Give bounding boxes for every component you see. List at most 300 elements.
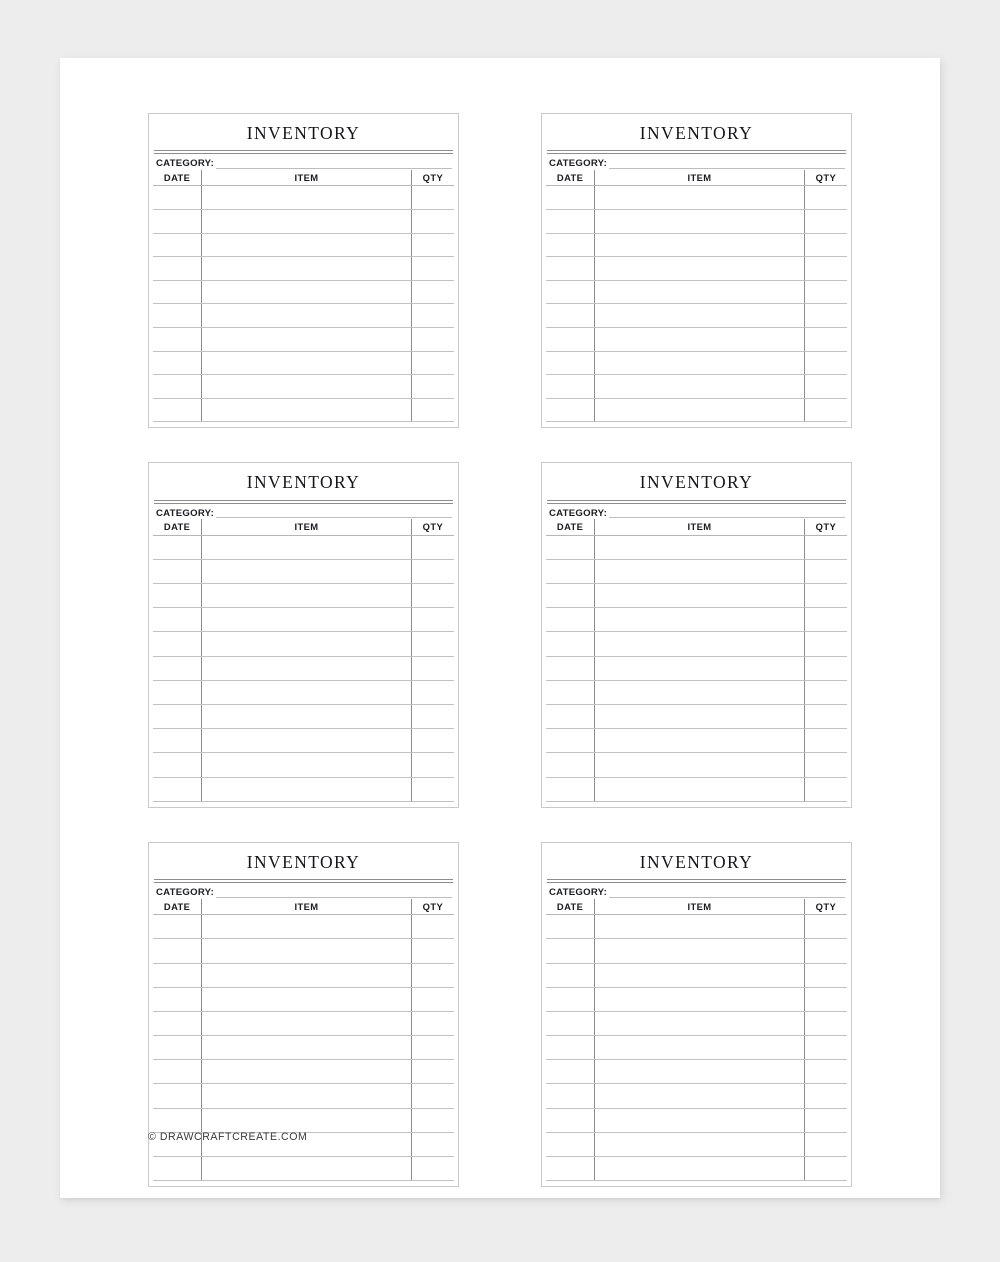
column-header-qty: QTY (804, 170, 847, 186)
cell-item[interactable] (202, 939, 412, 963)
cell-qty[interactable] (804, 559, 847, 583)
cell-item[interactable] (202, 186, 412, 210)
category-label: CATEGORY: (549, 158, 608, 170)
column-header-date: DATE (153, 170, 202, 186)
table-row (153, 680, 454, 704)
table-row (153, 777, 454, 801)
cell-item[interactable] (595, 963, 805, 987)
cell-date[interactable] (153, 1011, 202, 1035)
cell-date[interactable] (153, 608, 202, 632)
table-header-row (546, 170, 847, 186)
table-row (546, 280, 847, 304)
cell-item[interactable] (595, 705, 805, 729)
table-row (153, 656, 454, 680)
cell-qty[interactable] (804, 304, 847, 328)
cell-qty[interactable] (804, 535, 847, 559)
cell-item[interactable] (595, 351, 805, 375)
table-row (153, 257, 454, 281)
cell-qty[interactable] (804, 398, 847, 422)
cell-qty[interactable] (804, 327, 847, 351)
cell-item[interactable] (595, 304, 805, 328)
category-line (546, 504, 847, 520)
table-row (546, 535, 847, 559)
table-header-row (153, 899, 454, 915)
cell-qty[interactable] (804, 939, 847, 963)
table-row (153, 1084, 454, 1108)
inventory-table (153, 170, 454, 422)
cell-item[interactable] (595, 209, 805, 233)
table-row (546, 233, 847, 257)
table-row (153, 584, 454, 608)
cell-date[interactable] (546, 729, 595, 753)
cell-item[interactable] (202, 753, 412, 777)
cell-item[interactable] (202, 963, 412, 987)
cell-item[interactable] (595, 656, 805, 680)
table-row (546, 656, 847, 680)
cell-qty[interactable] (411, 559, 454, 583)
table-row (546, 375, 847, 399)
inventory-card-2 (541, 113, 852, 428)
cell-item[interactable] (202, 280, 412, 304)
cell-date[interactable] (546, 987, 595, 1011)
cell-date[interactable] (546, 186, 595, 210)
cell-qty[interactable] (804, 1084, 847, 1108)
cell-qty[interactable] (804, 680, 847, 704)
cell-qty[interactable] (411, 398, 454, 422)
table-row (546, 584, 847, 608)
column-header-date: DATE (546, 899, 595, 915)
cell-qty[interactable] (804, 705, 847, 729)
column-header-item: ITEM (595, 899, 805, 915)
table-row (546, 987, 847, 1011)
cell-date[interactable] (546, 535, 595, 559)
cell-date[interactable] (153, 753, 202, 777)
cell-item[interactable] (202, 304, 412, 328)
cell-item[interactable] (595, 327, 805, 351)
table-row (153, 209, 454, 233)
table-row (153, 632, 454, 656)
cell-qty[interactable] (411, 280, 454, 304)
category-line (546, 154, 847, 170)
inventory-cards-grid (148, 113, 852, 1187)
cell-qty[interactable] (411, 209, 454, 233)
cell-item[interactable] (595, 1157, 805, 1181)
cell-qty[interactable] (804, 1036, 847, 1060)
cell-date[interactable] (153, 351, 202, 375)
cell-date[interactable] (546, 1157, 595, 1181)
cell-qty[interactable] (804, 233, 847, 257)
cell-qty[interactable] (804, 209, 847, 233)
cell-date[interactable] (546, 608, 595, 632)
table-row (153, 186, 454, 210)
cell-qty[interactable] (804, 584, 847, 608)
column-header-item: ITEM (595, 519, 805, 535)
cell-date[interactable] (153, 304, 202, 328)
cell-item[interactable] (595, 186, 805, 210)
card-title: INVENTORY (639, 472, 754, 493)
cell-item[interactable] (202, 705, 412, 729)
cell-qty[interactable] (411, 608, 454, 632)
cell-item[interactable] (202, 729, 412, 753)
cell-qty[interactable] (411, 1011, 454, 1035)
cell-date[interactable] (546, 915, 595, 939)
cell-item[interactable] (595, 987, 805, 1011)
column-header-date: DATE (546, 170, 595, 186)
cell-date[interactable] (546, 209, 595, 233)
cell-item[interactable] (595, 375, 805, 399)
cell-qty[interactable] (804, 632, 847, 656)
table-row (153, 327, 454, 351)
copyright-footer: © DRAWCRAFTCREATE.COM (148, 1131, 308, 1143)
column-header-qty: QTY (411, 170, 454, 186)
cell-item[interactable] (595, 559, 805, 583)
cell-date[interactable] (546, 327, 595, 351)
table-row (153, 987, 454, 1011)
table-row (546, 632, 847, 656)
cell-item[interactable] (595, 608, 805, 632)
inventory-card-1 (148, 113, 459, 428)
cell-qty[interactable] (804, 351, 847, 375)
table-row (153, 729, 454, 753)
cell-date[interactable] (546, 304, 595, 328)
inventory-table (153, 519, 454, 801)
cell-item[interactable] (595, 939, 805, 963)
cell-date[interactable] (153, 186, 202, 210)
cell-qty[interactable] (411, 584, 454, 608)
cell-qty[interactable] (411, 987, 454, 1011)
category-input[interactable] (609, 889, 845, 898)
table-row (546, 608, 847, 632)
cell-date[interactable] (153, 559, 202, 583)
cell-item[interactable] (595, 535, 805, 559)
cell-date[interactable] (546, 1108, 595, 1132)
table-row (546, 1011, 847, 1035)
cell-qty[interactable] (804, 608, 847, 632)
cell-date[interactable] (546, 705, 595, 729)
category-input[interactable] (216, 160, 452, 169)
cell-qty[interactable] (804, 915, 847, 939)
cell-qty[interactable] (804, 280, 847, 304)
card-row-top (148, 113, 852, 428)
cell-item[interactable] (595, 1036, 805, 1060)
cell-date[interactable] (153, 280, 202, 304)
table-row (153, 608, 454, 632)
table-row (546, 963, 847, 987)
table-row (153, 1011, 454, 1035)
cell-date[interactable] (546, 351, 595, 375)
table-row (153, 705, 454, 729)
card-title: INVENTORY (246, 851, 361, 872)
cell-item[interactable] (595, 1108, 805, 1132)
inventory-card-3 (148, 462, 459, 807)
cell-item[interactable] (595, 1011, 805, 1035)
table-row (546, 777, 847, 801)
inventory-table (546, 519, 847, 801)
cell-qty[interactable] (411, 535, 454, 559)
cell-qty[interactable] (804, 963, 847, 987)
cell-qty[interactable] (411, 1108, 454, 1132)
cell-date[interactable] (546, 753, 595, 777)
table-row (153, 939, 454, 963)
table-row (546, 915, 847, 939)
column-header-item: ITEM (202, 899, 412, 915)
cell-qty[interactable] (411, 257, 454, 281)
cell-item[interactable] (202, 209, 412, 233)
table-row (153, 304, 454, 328)
cell-date[interactable] (546, 1011, 595, 1035)
cell-date[interactable] (546, 939, 595, 963)
cell-date[interactable] (153, 375, 202, 399)
cell-qty[interactable] (804, 257, 847, 281)
cell-date[interactable] (153, 1108, 202, 1132)
category-input[interactable] (609, 160, 845, 169)
inventory-table (546, 899, 847, 1181)
cell-date[interactable] (153, 1060, 202, 1084)
cell-date[interactable] (546, 680, 595, 704)
cell-qty[interactable] (411, 915, 454, 939)
cell-qty[interactable] (411, 1036, 454, 1060)
table-header-row (546, 899, 847, 915)
column-header-qty: QTY (804, 519, 847, 535)
cell-item[interactable] (595, 280, 805, 304)
inventory-card-6 (541, 842, 852, 1187)
cell-item[interactable] (595, 680, 805, 704)
table-header-row (153, 519, 454, 535)
cell-item[interactable] (202, 1011, 412, 1035)
cell-qty[interactable] (411, 304, 454, 328)
cell-date[interactable] (153, 939, 202, 963)
table-row (153, 535, 454, 559)
cell-date[interactable] (153, 1036, 202, 1060)
cell-item[interactable] (202, 559, 412, 583)
cell-date[interactable] (153, 398, 202, 422)
card-title: INVENTORY (639, 851, 754, 872)
cell-date[interactable] (546, 375, 595, 399)
table-row (153, 559, 454, 583)
printable-sheet (60, 58, 940, 1198)
cell-item[interactable] (202, 1060, 412, 1084)
table-row (546, 1060, 847, 1084)
table-row (546, 1108, 847, 1132)
cell-item[interactable] (202, 1157, 412, 1181)
card-title: INVENTORY (246, 123, 361, 143)
cell-item[interactable] (595, 257, 805, 281)
cell-item[interactable] (595, 915, 805, 939)
cell-item[interactable] (202, 351, 412, 375)
cell-date[interactable] (546, 1060, 595, 1084)
cell-item[interactable] (202, 1036, 412, 1060)
cell-date[interactable] (153, 632, 202, 656)
table-row (546, 304, 847, 328)
cell-qty[interactable] (411, 1132, 454, 1156)
table-row (153, 915, 454, 939)
cell-date[interactable] (153, 209, 202, 233)
cell-qty[interactable] (411, 375, 454, 399)
cell-qty[interactable] (411, 233, 454, 257)
cell-item[interactable] (202, 608, 412, 632)
cell-item[interactable] (595, 753, 805, 777)
category-line (546, 883, 847, 899)
table-row (153, 1036, 454, 1060)
cell-item[interactable] (595, 1132, 805, 1156)
category-line (153, 154, 454, 170)
cell-date[interactable] (546, 777, 595, 801)
cell-qty[interactable] (804, 1060, 847, 1084)
table-row (546, 186, 847, 210)
cell-date[interactable] (546, 398, 595, 422)
cell-qty[interactable] (804, 186, 847, 210)
cell-date[interactable] (153, 535, 202, 559)
table-row (546, 705, 847, 729)
category-input[interactable] (216, 889, 452, 898)
cell-qty[interactable] (804, 1011, 847, 1035)
cell-item[interactable] (595, 1060, 805, 1084)
table-row (153, 280, 454, 304)
table-row (546, 327, 847, 351)
inventory-table (546, 170, 847, 422)
cell-date[interactable] (546, 559, 595, 583)
cell-date[interactable] (546, 632, 595, 656)
cell-item[interactable] (202, 777, 412, 801)
cell-qty[interactable] (804, 1157, 847, 1181)
cell-date[interactable] (546, 656, 595, 680)
column-header-qty: QTY (411, 519, 454, 535)
cell-item[interactable] (202, 987, 412, 1011)
table-row (546, 559, 847, 583)
category-label: CATEGORY: (156, 158, 215, 170)
cell-date[interactable] (153, 963, 202, 987)
cell-date[interactable] (546, 257, 595, 281)
cell-qty[interactable] (411, 963, 454, 987)
cell-qty[interactable] (411, 656, 454, 680)
cell-qty[interactable] (411, 1084, 454, 1108)
cell-date[interactable] (153, 1157, 202, 1181)
cell-item[interactable] (595, 632, 805, 656)
cell-item[interactable] (595, 584, 805, 608)
cell-qty[interactable] (804, 753, 847, 777)
cell-qty[interactable] (804, 777, 847, 801)
table-row (153, 1108, 454, 1132)
cell-date[interactable] (546, 233, 595, 257)
cell-item[interactable] (202, 680, 412, 704)
cell-date[interactable] (153, 777, 202, 801)
category-input[interactable] (216, 509, 452, 518)
cell-qty[interactable] (411, 705, 454, 729)
cell-item[interactable] (202, 656, 412, 680)
table-row (153, 375, 454, 399)
cell-qty[interactable] (411, 939, 454, 963)
cell-item[interactable] (202, 915, 412, 939)
cell-date[interactable] (153, 915, 202, 939)
cell-item[interactable] (595, 398, 805, 422)
cell-item[interactable] (595, 777, 805, 801)
cell-qty[interactable] (411, 777, 454, 801)
category-label: CATEGORY: (549, 887, 608, 899)
cell-date[interactable] (153, 233, 202, 257)
cell-item[interactable] (595, 233, 805, 257)
cell-date[interactable] (153, 1084, 202, 1108)
cell-item[interactable] (202, 632, 412, 656)
cell-qty[interactable] (804, 1108, 847, 1132)
cell-date[interactable] (546, 1036, 595, 1060)
cell-date[interactable] (546, 280, 595, 304)
column-header-qty: QTY (804, 899, 847, 915)
cell-qty[interactable] (804, 375, 847, 399)
cell-date[interactable] (153, 584, 202, 608)
table-row (546, 209, 847, 233)
table-row (153, 233, 454, 257)
table-row (153, 351, 454, 375)
inventory-card-4 (541, 462, 852, 807)
cell-date[interactable] (546, 963, 595, 987)
table-row (546, 729, 847, 753)
cell-date[interactable] (153, 729, 202, 753)
cell-qty[interactable] (411, 186, 454, 210)
cell-item[interactable] (202, 233, 412, 257)
table-row (546, 753, 847, 777)
table-header-row (153, 170, 454, 186)
column-header-date: DATE (153, 519, 202, 535)
cell-qty[interactable] (411, 1060, 454, 1084)
cell-qty[interactable] (411, 729, 454, 753)
cell-qty[interactable] (804, 656, 847, 680)
column-header-date: DATE (153, 899, 202, 915)
cell-item[interactable] (202, 1108, 412, 1132)
cell-qty[interactable] (804, 1132, 847, 1156)
cell-item[interactable] (595, 1084, 805, 1108)
card-row-middle (148, 462, 852, 807)
cell-qty[interactable] (411, 1157, 454, 1181)
cell-item[interactable] (202, 535, 412, 559)
cell-date[interactable] (153, 257, 202, 281)
column-header-item: ITEM (595, 170, 805, 186)
cell-item[interactable] (595, 729, 805, 753)
category-label: CATEGORY: (156, 887, 215, 899)
cell-qty[interactable] (411, 351, 454, 375)
cell-date[interactable] (153, 680, 202, 704)
cell-qty[interactable] (804, 987, 847, 1011)
table-row (546, 398, 847, 422)
cell-item[interactable] (202, 584, 412, 608)
cell-item[interactable] (202, 375, 412, 399)
cell-date[interactable] (546, 1084, 595, 1108)
cell-date[interactable] (546, 584, 595, 608)
column-header-item: ITEM (202, 170, 412, 186)
cell-item[interactable] (202, 257, 412, 281)
table-row (153, 398, 454, 422)
column-header-item: ITEM (202, 519, 412, 535)
category-input[interactable] (609, 509, 845, 518)
cell-qty[interactable] (411, 753, 454, 777)
cell-date[interactable] (153, 987, 202, 1011)
cell-date[interactable] (153, 656, 202, 680)
cell-date[interactable] (153, 327, 202, 351)
cell-item[interactable] (202, 1084, 412, 1108)
cell-qty[interactable] (804, 729, 847, 753)
table-row (153, 1060, 454, 1084)
card-title: INVENTORY (639, 123, 754, 143)
cell-date[interactable] (153, 705, 202, 729)
cell-qty[interactable] (411, 632, 454, 656)
cell-qty[interactable] (411, 327, 454, 351)
cell-item[interactable] (202, 327, 412, 351)
cell-item[interactable] (202, 398, 412, 422)
cell-qty[interactable] (411, 680, 454, 704)
cell-date[interactable] (546, 1132, 595, 1156)
table-row (546, 1132, 847, 1156)
table-row (546, 1036, 847, 1060)
table-row (153, 1157, 454, 1181)
